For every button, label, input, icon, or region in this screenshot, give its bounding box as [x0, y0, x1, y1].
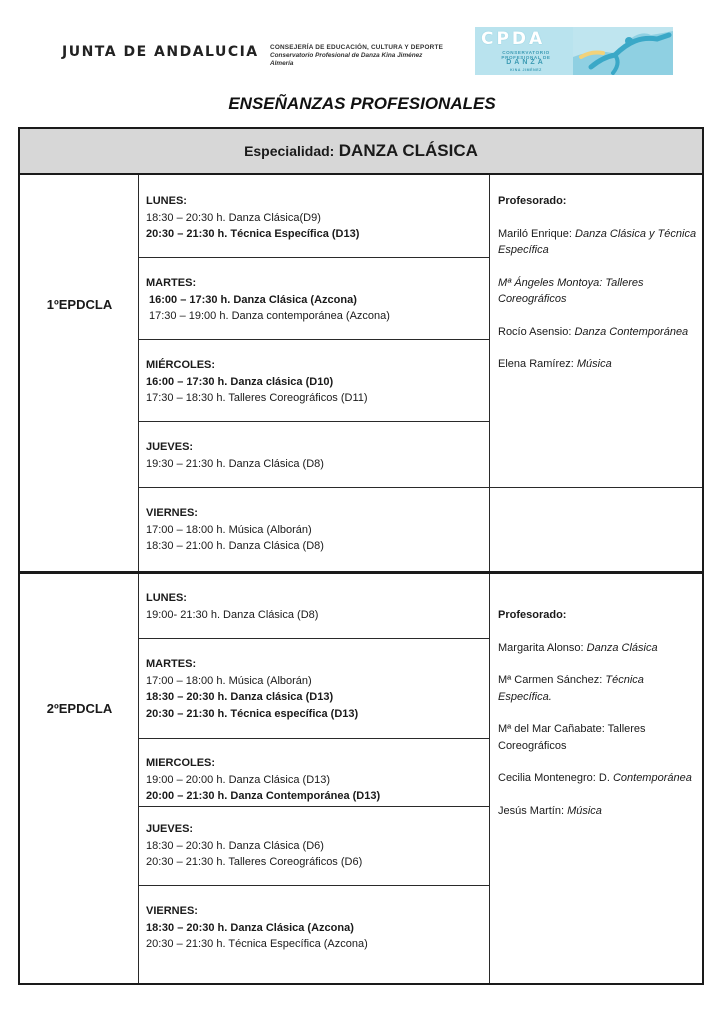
day-name: MIÉRCOLES:	[146, 359, 216, 371]
teacher-entry	[498, 721, 698, 754]
schedule-line: 19:00 – 20:00 h. Danza Clásica (D13)	[146, 773, 331, 786]
consejeria-text: CONSEJERÍA DE EDUCACIÓN, CULTURA Y DEPORTE	[270, 44, 444, 51]
schedule-line: 20:30 – 21:30 h. Talleres Coreográficos (D6)	[146, 856, 363, 868]
schedule-line: 20:30 – 21:30 h. Técnica específica (D13)	[146, 707, 359, 720]
schedule-line: 17:00 – 18:00 h. Música (Alborán)	[146, 523, 312, 536]
schedule-line: 17:00 – 18:00 h. Música (Alborán)	[146, 674, 312, 687]
dancer-icon	[573, 27, 673, 75]
teacher-subject: Danza Clásica	[586, 641, 658, 654]
schedule-line: 18:30 – 20:30 h. Danza Clásica(D9)	[146, 211, 321, 224]
day-name: VIERNES:	[146, 507, 198, 519]
teacher-name: Elena Ramírez:	[498, 358, 577, 370]
course-name: 2ºEPDCLA	[46, 701, 113, 716]
teacher-subject: Mª Ángeles Montoya: Talleres Coreográficos	[498, 276, 644, 305]
day-block	[146, 357, 486, 407]
teacher-subject: Técnica Específica.	[498, 674, 644, 703]
day-block	[146, 821, 486, 871]
course-name: 1ºEPDCLA	[46, 297, 113, 312]
teachers-heading: Profesorado:	[498, 195, 567, 207]
specialty-value: DANZA CLÁSICA	[338, 141, 478, 160]
schedule-line: 20:30 – 21:30 h. Técnica Específica (Azcona)	[146, 938, 368, 950]
row-divider	[138, 487, 702, 488]
teacher-name: Mariló Enrique:	[498, 227, 576, 240]
day-block	[146, 505, 486, 555]
row-divider	[138, 339, 489, 340]
teacher-entry	[498, 324, 698, 341]
day-name: MARTES:	[146, 277, 197, 289]
logo-text: CPDA	[481, 29, 546, 49]
day-name: JUEVES:	[146, 823, 194, 835]
teachers-block	[498, 607, 698, 835]
teacher-name: Rocío Asensio:	[498, 325, 575, 338]
day-block	[146, 439, 486, 472]
teacher-entry	[498, 640, 698, 657]
schedule-line: 18:30 – 20:30 h. Danza Clásica (D6)	[146, 839, 324, 852]
day-block	[146, 275, 486, 325]
schedule-line: 18:30 – 20:30 h. Danza clásica (D13)	[146, 691, 334, 703]
teacher-entry	[498, 226, 698, 259]
teacher-subject: Danza Clásica y Técnica Específica	[498, 227, 697, 256]
day-name: VIERNES:	[146, 905, 198, 917]
row-divider	[138, 885, 489, 886]
day-name: MARTES:	[146, 658, 197, 670]
schedule-line: 16:00 – 17:30 h. Danza clásica (D10)	[146, 375, 334, 388]
teacher-name: Jesús Martín:	[498, 804, 568, 817]
teacher-entry	[498, 672, 698, 705]
conservatorio-text: Conservatorio Profesional de Danza Kina Jiménez	[270, 52, 423, 59]
day-name: LUNES:	[146, 592, 187, 604]
schedule-line: 17:30 – 19:00 h. Danza contemporánea (Azcona)	[149, 310, 390, 322]
junta-de-andalucia-logo: JUNTA DE ANDALUCIA	[62, 44, 259, 60]
teacher-subject: Música	[567, 804, 602, 817]
day-name: JUEVES:	[146, 441, 194, 453]
schedule-line: 17:30 – 18:30 h. Talleres Coreográficos (D11)	[146, 392, 368, 404]
schedule-line: 18:30 – 20:30 h. Danza Clásica (Azcona)	[146, 921, 354, 934]
schedule-line: 19:00- 21:30 h. Danza Clásica (D8)	[146, 608, 319, 621]
row-divider	[138, 806, 489, 807]
teacher-name: Margarita Alonso:	[498, 641, 587, 654]
logo-sub1: CONSERVATORIO	[502, 50, 550, 55]
logo-sub2: PROFESIONAL DE	[501, 55, 551, 60]
teacher-name: Cecilia Montenegro: D.	[498, 772, 613, 784]
schedule-table	[18, 127, 704, 985]
day-name: LUNES:	[146, 195, 187, 207]
specialty-header	[20, 129, 702, 175]
cpda-logo	[475, 27, 673, 75]
specialty-label: Especialidad:	[244, 143, 335, 159]
day-block	[146, 903, 486, 953]
teacher-entry	[498, 356, 698, 373]
teachers-block	[498, 193, 698, 389]
logo-sub4: KINA JIMÉNEZ	[510, 68, 542, 72]
day-block	[146, 656, 486, 722]
schedule-line: 20:30 – 21:30 h. Técnica Específica (D13)	[146, 228, 360, 240]
page-title: ENSEÑANZAS PROFESIONALES	[228, 94, 496, 113]
day-block	[146, 590, 486, 623]
schedule-line: 18:30 – 21:00 h. Danza Clásica (D8)	[146, 540, 324, 552]
teacher-name: Mª Carmen Sánchez:	[498, 674, 606, 686]
schedule-line: 19:30 – 21:30 h. Danza Clásica (D8)	[146, 457, 324, 470]
row-divider	[138, 421, 489, 422]
section-separator	[20, 571, 702, 574]
teacher-entry	[498, 803, 698, 820]
teacher-name: Mª del Mar Cañabate: Talleres Coreográficos	[498, 723, 646, 752]
row-divider	[138, 638, 489, 639]
row-divider	[138, 257, 489, 258]
logo-sub3: DANZA	[506, 59, 546, 66]
day-block	[146, 193, 486, 243]
row-divider	[138, 738, 489, 739]
teachers-heading: Profesorado:	[498, 609, 567, 621]
teacher-entry	[498, 275, 698, 308]
teacher-subject: Danza Contemporánea	[574, 325, 689, 338]
teacher-subject: Contemporánea	[612, 772, 692, 784]
day-block	[146, 755, 486, 805]
institution-block	[270, 44, 460, 68]
teacher-subject: Música	[576, 358, 612, 370]
day-name: MIERCOLES:	[146, 757, 216, 769]
city-text: Almería	[270, 60, 294, 67]
schedule-line: 20:00 – 21:30 h. Danza Contemporánea (D13)	[146, 790, 381, 802]
column-divider	[489, 175, 490, 983]
teacher-entry	[498, 770, 698, 787]
schedule-line: 16:00 – 17:30 h. Danza Clásica (Azcona)	[149, 293, 357, 306]
